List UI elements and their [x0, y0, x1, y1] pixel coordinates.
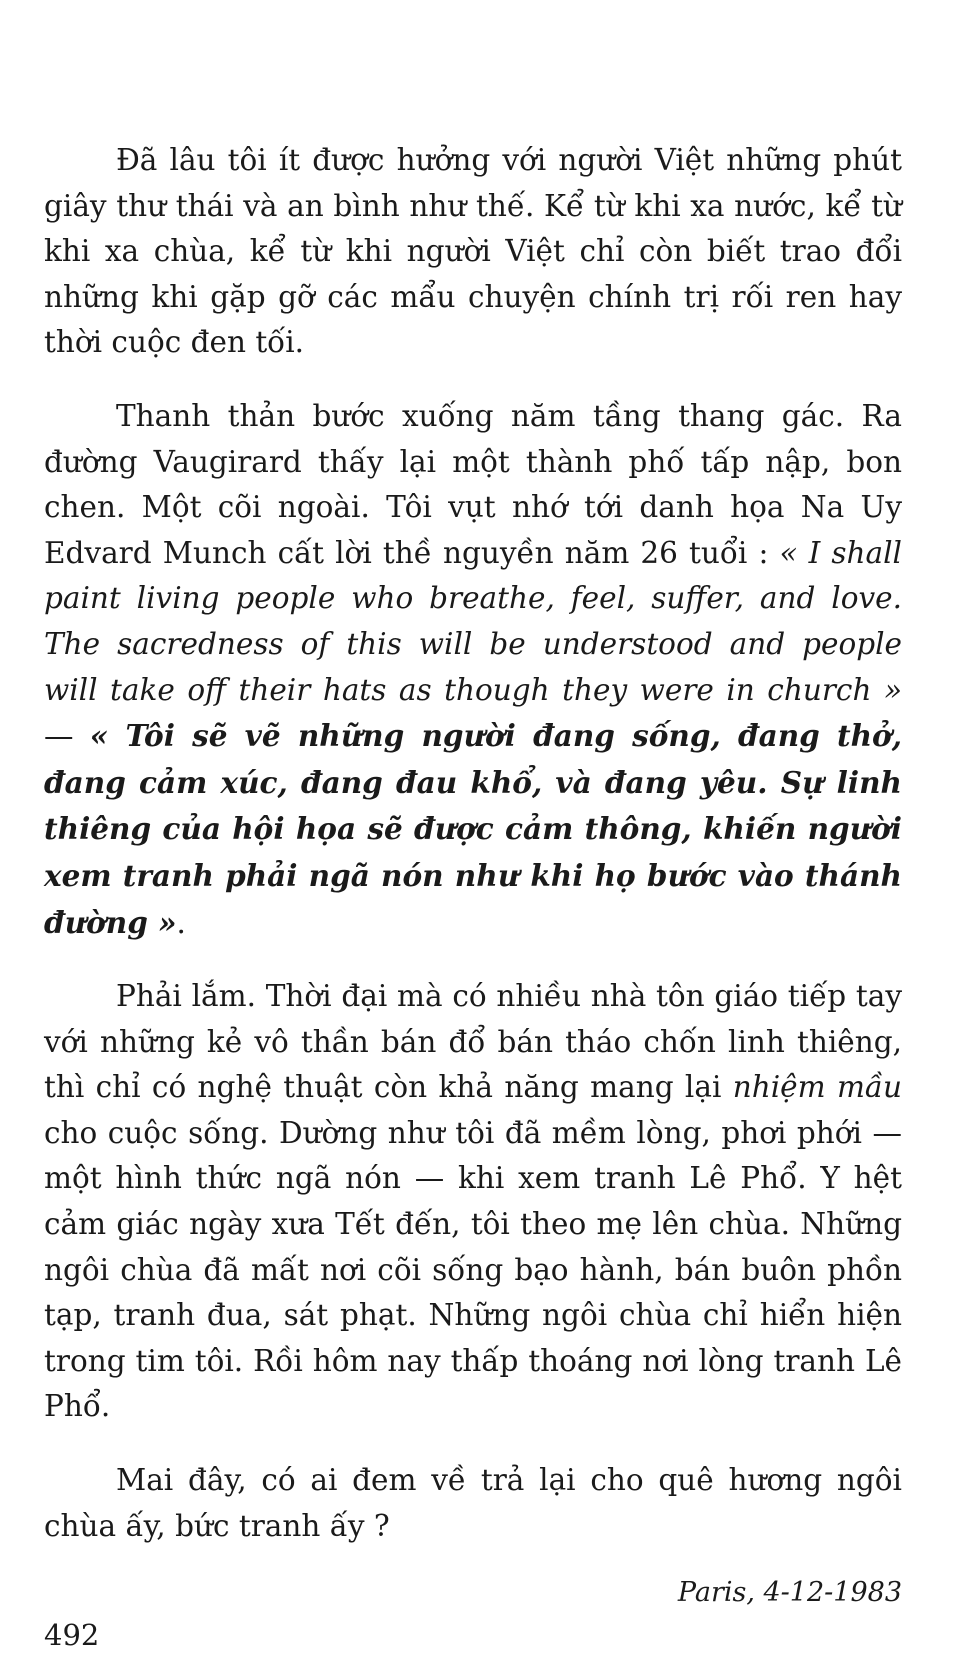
paragraph-3-emphasis: nhiệm mầu — [732, 1070, 902, 1105]
paragraph-3-rest: cho cuộc sống. Dường như tôi đã mềm lòng, phơi phới — một hình thức ngã nón — khi xem tranh Lê Phổ. Y hệt cảm giác ngày xưa Tết đến, tôi theo mẹ lên chùa. Những ngôi chùa đã mất nơi cõi sống bạo hành, bán buôn phồn tạp, tranh đua, sát phạt. Những ngôi chùa chỉ hiển hiện trong tim tôi. Rồi hôm nay thấp thoáng nơi lòng tranh Lê Phổ. — [44, 1115, 902, 1424]
paragraph-2-intro: Thanh thản bước xuống năm tầng thang gác. Ra đường Vaugirard thấy lại một thành phố tấp nập, bon chen. Một cõi ngoài. Tôi vụt nhớ tới danh họa Na Uy Edvard Munch cất lời thề nguyền năm 26 tuổi : — [44, 398, 902, 570]
paragraph-2-period: . — [176, 905, 186, 940]
paragraph-3-intro: Phải lắm. Thời đại mà có nhiều nhà tôn giáo tiếp tay với những kẻ vô thần bán đổ bán tháo chốn linh thiêng, thì chỉ có nghệ thuật còn khả năng mang lại — [44, 979, 902, 1105]
page-body — [44, 138, 902, 1613]
place-date-signature: Paris, 4-12-1983 — [677, 1577, 902, 1609]
paragraph-1 — [44, 138, 902, 366]
quote-dash: — — [44, 719, 90, 754]
paragraph-4-text: Mai đây, có ai đem về trả lại cho quê hương ngôi chùa ấy, bức tranh ấy ? — [44, 1463, 902, 1543]
munch-quote-vietnamese: « Tôi sẽ vẽ những người đang sống, đang thở, đang cảm xúc, đang đau khổ, và đang yêu. Sự linh thiêng của hội họa sẽ được cảm thông, khiến người xem tranh phải ngã nón như khi họ bước vào thánh đường » — [44, 718, 902, 940]
paragraph-3 — [44, 974, 902, 1430]
munch-quote-english: « I shall paint living people who breathe, feel, suffer, and love. The sacredness of this will be understood and people will take off their hats as though they were in church » — [44, 535, 902, 707]
paragraph-4 — [44, 1458, 902, 1549]
paragraph-2 — [44, 394, 902, 946]
page-number: 492 — [44, 1618, 100, 1652]
paragraph-1-text: Đã lâu tôi ít được hưởng với người Việt những phút giây thư thái và an bình như thế. Kể từ khi xa nước, kể từ khi xa chùa, kể từ khi người Việt chỉ còn biết trao đổi những khi gặp gỡ các mẩu chuyện chính trị rối ren hay thời cuộc đen tối. — [44, 143, 902, 360]
